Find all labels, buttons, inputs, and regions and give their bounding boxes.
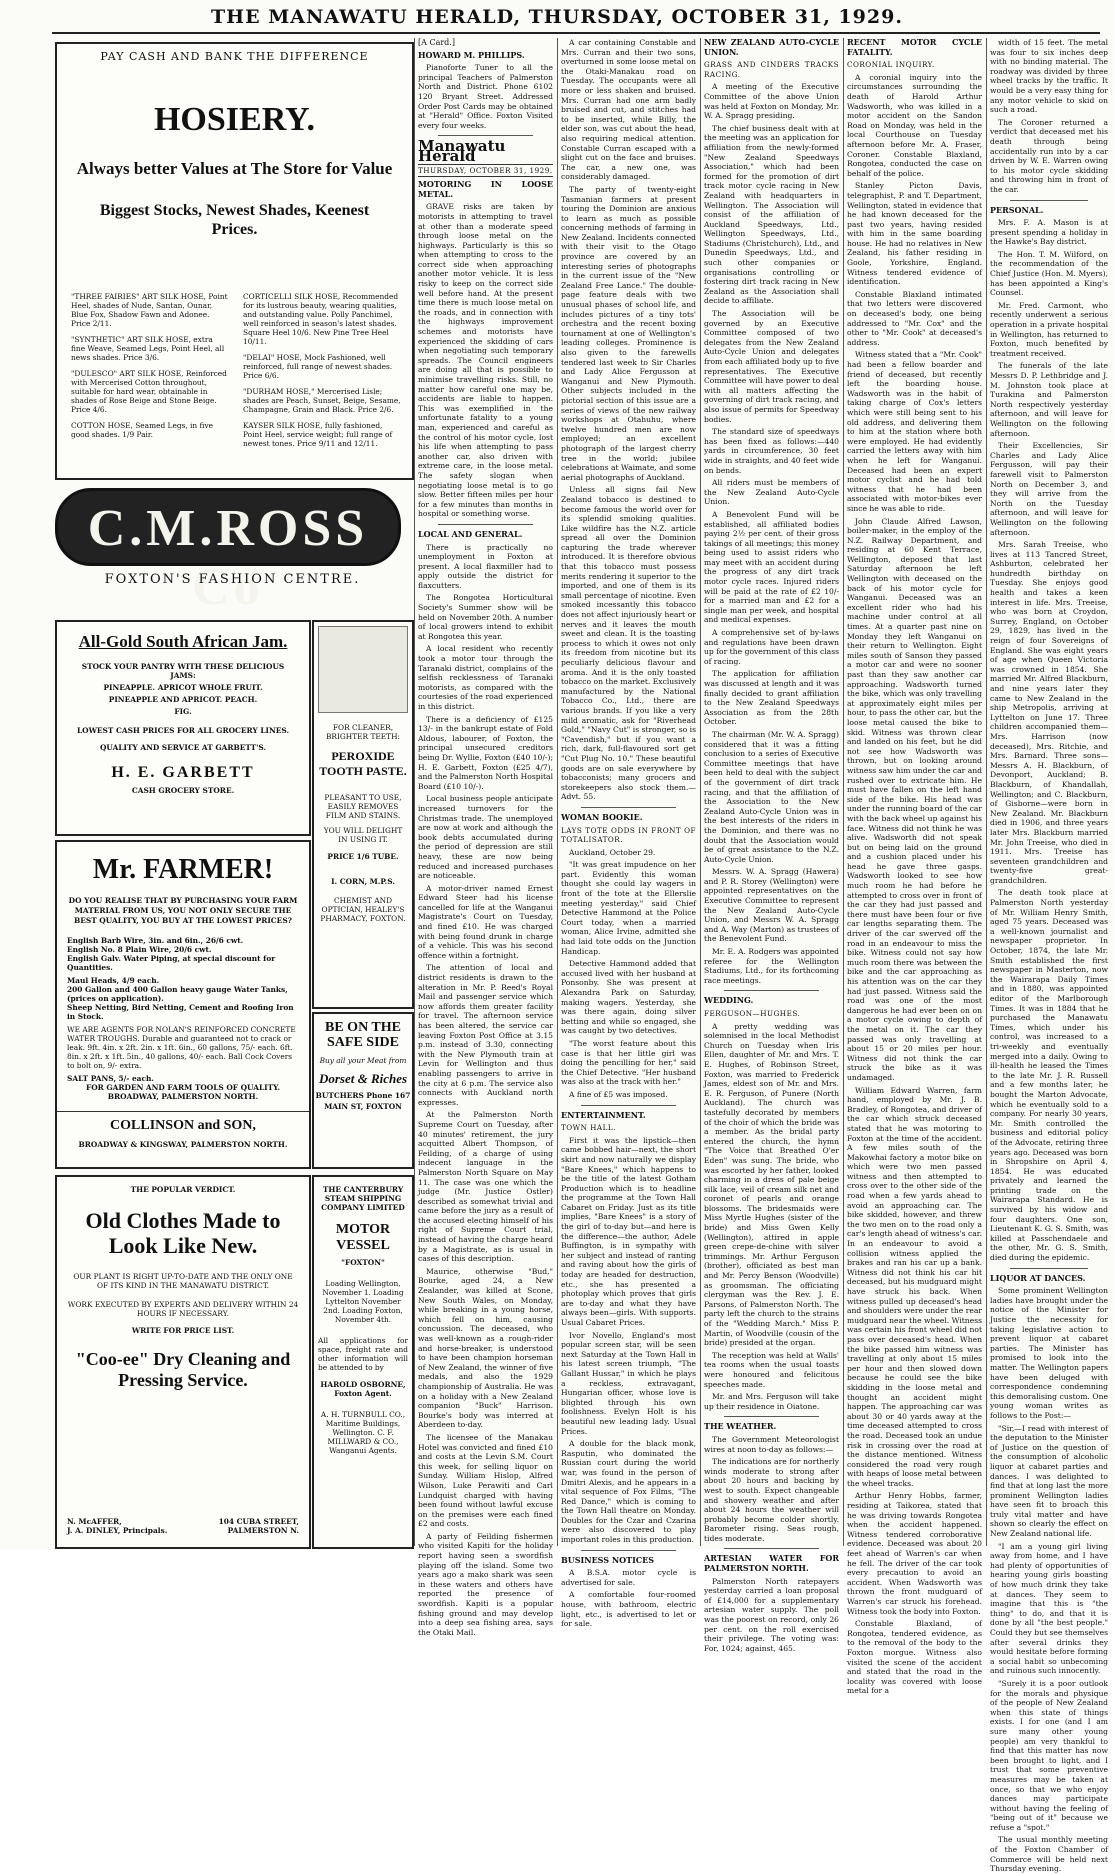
article-paragraph: A motor-driver named Ernest Edward Steer had his license cancelled for life at the Wanganui Magistrate's Court on Tuesday, and fined £10. He was charged with being found drunk in charge of a vehicle. This was his second offence within a fortnight.	[418, 883, 553, 960]
hosiery-ad-sub2: Biggest Stocks, Newest Shades, Keenest Prices.	[99, 202, 370, 238]
article-paragraph: The attention of local and district residents is drawn to the alteration in Mr. P. Reed's Royal Mail and passenger service which now affords them greater facility for travel. The afternoon service has been altered, the service car leaving Foxton Post Office at 3.15 p.m. instead of 3.30, connecting with the New Plymouth train at Levin for Wellington and thus enabling passengers to arrive in the city at 6 p.m. The service also connects with Auckland north expresses.	[418, 963, 553, 1107]
card-name: HOWARD M. PHILLIPS.	[418, 49, 525, 60]
divider	[438, 524, 533, 525]
article-paragraph: A fine of £5 was imposed.	[569, 1089, 668, 1099]
column-rule	[414, 38, 415, 1546]
article-paragraph: Some prominent Wellington ladies have brought under the notice of the Minister for Justice the necessity for taking legislative action to prevent liquor at cabaret parties. The Minister has promised to look into the matter. The Wellington papers have been deluged with correspondence condemning this demoralising custom. One young woman writes as follows to the Post:—	[990, 1286, 1108, 1420]
article-paragraph: The Government Meteorologist wires at noon to-day as follows:—	[704, 1434, 839, 1454]
masthead: THE MANAWATU HERALD, THURSDAY, OCTOBER 31, 1929.	[211, 6, 903, 28]
paper-title: Manawatu Herald	[418, 137, 506, 165]
article-paragraph: Unless all signs fail New Zealand tobacco is destined to become famous the world over for its splendid smoking qualities. Like wildfire has the N.Z. article spread all over the Dominion capturing the trade wherever introduced. It is therefore obvious that this tobacco must possess merits rendering it superior to the imported, and one of them is its small percentage of nicotine. Even smoked incessantly this tobacco does not affect injuriously heart or nerves and it leaves the mouth sweet and clean. It is the toasting process to which it owes not only its freedom from nicotine but its peculiarly delicious flavour and aroma. And it is the only toasted tobacco on the market. Exclusively manufactured by the National Tobacco Co., Ltd., there are various brands. If you like a very mild aromatic, ask for "Riverhead Gold," "Navy Cut" is stronger, so is "Cavendish," but if you want a rich, dark, full-flavoured sort get "Cut Plug No. 10." These beautiful goods are on sale everywhere by tobacconists; many grocers and storekeepers also stock them.—Advt. 55.	[561, 485, 696, 802]
peroxide-line: YOU WILL DELIGHT IN USING IT.	[323, 826, 403, 844]
peroxide-title: PEROXIDE TOOTH PASTE.	[319, 749, 407, 778]
steam-ad-name: "FOXTON"	[341, 1258, 385, 1267]
article-paragraph: The standard size of speedways has been fixed as follows:—440 yards in circumference, 30 feet wide in straights, and 40 feet wide on bends.	[704, 427, 839, 475]
jam-line: QUALITY AND SERVICE AT GARBETT'S.	[99, 743, 267, 752]
article-paragraph: Messrs. W. A. Spragg (Hawera) and P. R. Storey (Wellington) were appointed representatives on the Executive Committee to represent the New Zealand Auto-Cycle Union, and Messrs W. A. Spragg and A. Way (Marton) as trustees of the Benevolent Fund.	[704, 867, 839, 944]
article-paragraph: Ivor Novello, England's most popular screen star, will be seen next Saturday at the Town Hall in his latest screen triumph, "The Gallant Hussar," in which he plays a reckless, extravagant, Hungarian officer, whose love is blighted through his own foolishness. Evelyn Holt is his beautiful new leading lady. Usual Prices.	[561, 1330, 696, 1436]
article-paragraph: Constable Blaxland intimated that two letters were discovered on deceased's body, one being addressed to "Mr. Cox" and the other to "Mr. Cook" at deceased's address.	[847, 289, 982, 347]
jam-line: STOCK YOUR PANTRY WITH THESE DELICIOUS JAMS:	[81, 662, 285, 680]
farmer-item: FOR GARDEN AND FARM TOOLS OF QUALITY. BROADWAY, PALMERSTON NORTH.	[85, 1083, 281, 1101]
article-heading: THE WEATHER.	[704, 1421, 777, 1432]
article-paragraph: The death took place at Palmerston North yesterday of Mr. William Henry Smith, aged 75 years. Deceased was a well-known journalist and newspaper proprietor. In October, 1874, the late Mr. Smith established the first newspaper in Masterton, now the Wairarapa Daily Times and in 1880, was appointed editor of the Marlborough Times. It was in 1884 that he purchased the Manawatu Times, which under his control, was increased to a tri-weekly and eventually merged into a daily. Owing to ill-health he leased the Times to the late Mr. J. R. Russell and a few months later, he bought the Marton Advocate, which he eventually sold to a company. For nearly 30 years, Mr. Smith controlled the business and editorial policy of the Advocate, retiring three years ago. Deceased was born in Shropshire on April 4, 1854. He was educated privately and learned the printing trade on the Wairarapa Standard. He is survived by his widow and four daughters. One son, Lieutenant K. G. S. Smith, was killed at Passchendaele and the other, Mr. G. S. Smith, died during the epidemic.	[990, 888, 1108, 1263]
hosiery-item: "THREE FAIRIES" ART SILK HOSE, Point Heel, shades of Nude, Santan, Ounar, Blue Fox, Shadow Fawn and Adonee. Price 2/11.	[71, 292, 228, 328]
article-heading: ENTERTAINMENT.	[561, 1109, 646, 1120]
peroxide-line: PLEASANT TO USE, EASILY REMOVES FILM AND STAINS.	[324, 793, 402, 820]
article-paragraph: First it was the lipstick—then came bobbed hair—next, the short skirt and now naturally we display "Bare Knees," which happens to be the title of the latest Gotham Production which is to headline the programme at the Town Hall Cabaret on Friday. Just as its title implies, "Bare Knees" is a story of the girl of to-day but—and here is the difference—the author, Adele Buffington, is in sympathy with her subject and instead of ranting and raving about how the girls of today are headed for destruction, etc., she has presented a photoplay which proves that girls are to-day and what they have always been—girls. With supports. Usual Cabaret Prices.	[561, 1135, 696, 1327]
jam-ad-title: All-Gold South African Jam.	[78, 632, 288, 651]
article-heading: WOMAN BOOKIE.	[561, 811, 643, 822]
divider	[581, 1550, 676, 1551]
article-paragraph: Palmerston North ratepayers yesterday carried a loan proposal of £14,000 for a supplementary artesian water supply. The poll was the poorest on record, only 26 per cent. on the roll exercised their privilege. The voting was: For, 1024; against, 465.	[704, 1576, 839, 1653]
article-paragraph: The indications are for northerly winds moderate to strong after about 20 hours and backing by west to south. Expect changeable and showery weather and after about 24 hours the weather will probably become colder shortly. Barometer rising. Seas rough, tides moderate.	[704, 1457, 839, 1543]
card-text: Pianoforte Tuner to all the principal Teachers of Palmerston North and District. Phone 6102 120 Bryant Street. Addressed Order Post Cards may be obtained at "Herald" Office. Foxton Visited every four weeks.	[418, 63, 553, 130]
article-paragraph: Maurice, otherwise "Bud," Bourke, aged 24, a New Zealander, was killed at Scone, New South Wales, on Monday, while breaking in a young horse, which fell on him, causing concussion. The deceased, who was well-known as a rough-rider and horse-breaker, is understood to have been champion horseman of New Zealand, the winner of five medals, and also the 1929 championship of Australia. He was on a holiday with a New Zealand companion "Buck" Harrison. Bourke's body was interred at Aberdeen to-day.	[418, 1266, 553, 1430]
farmer-item: WE ARE AGENTS FOR NOLAN'S REINFORCED CONCRETE WATER TROUGHS. Durable and guaranteed not to crack or leak. 9ft. 4in. x 2ft. 2in. x 1ft. 6in., 60 gallons, 75/- each. 6ft. 8in. x 2ft. x 1ft. 5in., 40 gallons, 40/- each. Ball Cock Covers to bolt on, 9/- extra.	[67, 1025, 296, 1070]
news-column-7	[990, 38, 1108, 1874]
hosiery-item: "DELAI" HOSE, Mock Fashioned, well reinforced, full range of newest shades. Price 6/6.	[243, 353, 393, 380]
article-paragraph: Stanley Picton Davis, telegraphist, P. and T. Department, Wellington, stated in evidence that he had known deceased for the past two years, having resided with him in the same boarding house. He had no relatives in New Zealand, his father residing in Goole, Yorkshire, England. Witness tendered evidence of identification.	[847, 181, 982, 287]
article-paragraph: William Edward Warren, farm hand, employed by Mr. J. B. Bradley, of Rongotea, and driver of the car which struck deceased stated that he was motoring to Foxton at the time of the accident. A few miles south of the Makowhai factory a motor bike on which were two men passed witness and then attempted to cross over to the other side of the road when a few yards ahead to avoid an approaching car. The bike skidded, however, and threw the two men on to the road only a car's length ahead of witness's car. In an endeavour to avoid a collision witness applied the brakes and ran his car up a bank. Witness did not think his car hit deceased, but his mudguard might have struck his back. When witness pulled up deceased's head and shoulders were under the rear mudguard near the wheel. Witness was certain his front wheel did not pass over deceased's head. When the bike passed him witness was travelling at only about 15 miles per hour and then slowed down because he could see the bike skidding in the loose metal and thought an accident might happen. The approaching car was about 30 or 40 yards away at the time deceased attempted to cross the road. Deceased took an undue risk in crossing over the road at the distance mentioned. Witness considered the road very rough with heaps of loose metal between the wheel tracks.	[847, 1085, 982, 1488]
paper-date: THURSDAY, OCTOBER 31, 1929.	[418, 164, 553, 178]
steam-agent: HAROLD OSBORNE, Foxton Agent.	[320, 1380, 406, 1398]
article-paragraph: A pretty wedding was solemnised in the local Methodist Church on Tuesday when Iris Ellen, daughter of Mr. and Mrs. T. E. Hughes, of Robinson Street, Foxton, was married to Frederick James, eldest son of Mr. and Mrs. E. R. Ferguson, of Punere (North Auckland). The church was tastefully decorated by members of the choir of which the bride was a member. As the bridal party entered the church, the hymn "The Voice that Breathed O'er Eden" was sung. The bride, who was escorted by her father, looked charming in a dress of pale beige silk lace, veil of cream silk net and coronet of pearls and orange blossoms. The bridesmaids were Miss Myrtle Hughes (sister of the bride) and Miss Gwen Kelly (Wellington), attired in apple green crepe-de-chine with silver trimmings. Mr. Arthur Ferguson (brother), officiated as best man and Mr. Percy Benson (Woodville) as groomsman. The officiating clergyman was the Rev. J. E. Parsons, of Palmerston North. The party left the church to the strains of the "Wedding March." Miss P. Martin, of Woodville (cousin of the bride) presided at the organ.	[704, 1021, 839, 1348]
clothes-right: 104 CUBA STREET,	[218, 1517, 299, 1526]
peroxide-name: I. CORN, M.P.S.	[331, 877, 395, 886]
farmer-item: SALT PANS, 5/- each.	[67, 1074, 154, 1083]
article-paragraph: A Benevolent Fund will be established, all affiliated bodies paying 2½ per cent. of their gross takings of all meetings; this money being used to assist riders who may meet with an accident during the progress of any dirt track motor cycle races. Injured riders will be paid at the rate of £2 10/- for a married man and £2 for a single man per week, and hospital and medical expenses.	[704, 509, 839, 625]
article-paragraph: The Coroner returned a verdict that deceased met his death through being accidentally run into by a car driven by W. E. Warren owing to his motor cycle skidding and throwing him in front of the car.	[990, 117, 1108, 194]
hosiery-item: CORTICELLI SILK HOSE, Recommended for its lustrous beauty, wearing qualities, and outstanding value. Polly Panchimel, well reinforced in season's latest shades. Square Heel 10/6. New Pine Tree Heel 10/11.	[243, 292, 399, 346]
clothes-principals	[67, 1517, 167, 1535]
article-heading: LIQUOR AT DANCES.	[990, 1272, 1086, 1283]
article-paragraph: The party of twenty-eight Tasmanian farmers at present touring the Dominion are anxious to learn as much as possible concerning methods of farming in New Zealand. Incidents connected with their visit to the Otago province are covered by an interesting series of photographs in the current issue of the "New Zealand Free Lance." The double-page feature deals with two unusual phases of school life, and includes pictures of a tiny tots' orchestra and the recent boxing tournament at one of Wellington's leading colleges. Prominence is also given to the farewells tendered last week to Sir Charles and Lady Alice Fergusson at Wanganui and New Plymouth. Other subjects included in the pictorial section of this issue are a series of views of the new railway workshops at Otahuhu, where twelve hundred men are now employed; an excellent photograph of the largest cherry tree in the world; jubilee celebrations at Waimate, and some aerial photographs of Auckland.	[561, 184, 696, 482]
clothes-line: OUR PLANT IS RIGHT UP-TO-DATE AND THE ONLY ONE OF ITS KIND IN THE MANAWATU DISTRICT.	[73, 1272, 293, 1290]
article-paragraph: GRAVE risks are taken by motorists in attempting to travel at other than a moderate speed through loose metal on the highways. Particularly is this so when attempting to cross to the correct side when approaching another motor vehicle. It is less risky to keep on the correct side well before hand. At the present time there is much loose metal on the roads, and in connection with the highways improvement schemes and motorists have experienced the skidding of cars when negotiating such temporary spreads. The Council engineers are doing all that is possible to minimise travelling risks. Still, no matter how careful one may be, accidents are liable to happen. This was exemplified in the unfortunate fatality to a young man, experienced and careful as the control of his motor cycle, lost his life when attempting to pass another car, also driven with extreme care, in the loose metal. The safety slogan when negotiating loose metal is to go slow. Better fifteen miles per hour for a few minutes than months in hospital or something worse.	[418, 202, 553, 519]
clothes-ad-title2: "Coo-ee" Dry Cleaning and Pressing Service.	[75, 1349, 291, 1390]
article-paragraph: At the Palmerston North Supreme Court on Tuesday, after 40 minutes' retirement, the jury acquitted Albert Thompson, of Feilding, of a charge of using indecent language in the Palmerston North Square on May 11. The case was one which the judge (Mr. Justice Ostler) described as somewhat trivial and came before the jury as a result of the accused electing himself of his right of Supreme Court trial, instead of having the charge heard by a Magistrate, as is usual in cases of this description.	[418, 1110, 553, 1264]
column-rule	[986, 38, 987, 1546]
steam-line: A. H. TURNBULL CO., Maritime Buildings, Wellington. C. F. MILLWARD & CO., Wanganui Agents.	[320, 1410, 406, 1455]
news-column-4	[561, 38, 696, 1629]
article-subheading: LAYS TOTE ODDS IN FRONT OF TOTALISATOR.	[561, 825, 696, 845]
clothes-right: PALMERSTON N.	[227, 1526, 299, 1535]
article-paragraph: Local business people anticipate increased turnovers for the Christmas trade. The unemployed are now at work and although the book debts accumulated during the period of depression are still heavy, these are now being reduced and increased purchases are noticeable.	[418, 794, 553, 881]
divider	[438, 135, 533, 136]
jam-line: PINEAPPLE. APRICOT WHOLE FRUIT.	[103, 683, 263, 692]
article-paragraph: A car containing Constable and Mrs. Curran and their two sons, overturned in some loose metal on the Otaki-Manakau road on Tuesday. The occupants were all more or less shaken and bruised. Mrs. Curran had one arm badly bruised and cut, and stitches had to be inserted, while Billy, the elder son, was cut about the head, also requiring medical attention. Constable Curran escaped with a slight cut on the face and bruises. The car, a new one, was considerably damaged.	[561, 38, 696, 182]
article-paragraph: A comfortable four-roomed house, with bathroom, electric light, etc., is advertised to let or for sale.	[561, 1590, 696, 1629]
farmer-item: 200 Gallon and 400 Gallon heavy gauge Water Tanks, (prices on application).	[67, 985, 288, 1003]
jam-line: LOWEST CASH PRICES FOR ALL GROCERY LINES.	[76, 726, 290, 735]
farmer-item: Sheep Netting, Bird Netting, Cement and Roofing Iron in Stock.	[67, 1003, 294, 1021]
hosiery-ad-right-list	[243, 292, 401, 448]
article-paragraph: A local resident who recently took a motor tour through the Taranaki district, complains of the selfish recklessness of Taranaki motorists, as compared with the courtesies of the road experienced in this district.	[418, 644, 553, 711]
meat-ad	[312, 1012, 414, 1169]
article-paragraph: There is practically no unemployment in Foxton at present. A local flaxmiller had to apply outside the district for flaxcutters.	[418, 542, 553, 590]
news-column-6	[847, 37, 982, 1696]
article-paragraph: The application for affiliation was discussed at length and it was finally decided to grant affiliation to the New Zealand Speedways Association as from the 28th October.	[704, 669, 839, 727]
article-paragraph: A B.S.A. motor cycle is advertised for sale.	[561, 1568, 696, 1587]
hosiery-ad	[55, 42, 414, 480]
meat-line: Buy all your Meat from	[319, 1056, 407, 1065]
divider	[581, 1105, 676, 1106]
clothes-ad-title: Old Clothes Made to Look Like New.	[85, 1208, 281, 1258]
ross-logo-text: C.M.ROSS Co	[87, 500, 369, 616]
article-paragraph: Witness stated that a "Mr. Cook" had been a fellow boarder and friend of deceased, but recently left the boarding house. Wadsworth was in the habit of taking charge of Cox's letters which were still being sent to his old address, and delivering them to him at the station where both were employed. He had evidently carried the letters away with him when he left for Wanganui. Deceased had been an expert motor cyclist and he had told witness that he had been associated with motor-bikes ever since he was able to ride.	[847, 350, 982, 513]
farmer-ad-list	[67, 936, 299, 1101]
divider	[1010, 200, 1088, 201]
article-paragraph: The Association will be governed by an Executive Committee composed of two delegates from the New Zealand Auto-Cycle Union and delegates from each affiliated body up to five representatives. The Executive Committee will have power to deal with all matters affecting the governing of dirt track racing, and also issue of permits for Speedway bodies.	[704, 309, 839, 424]
meat-ad-name: Dorset & Riches	[318, 1071, 408, 1086]
article-paragraph: The chief business dealt with at the meeting was an application for affiliation from the newly-formed "New Zealand Speedways Association," which had been formed for the promotion of dirt track motor cycle racing in New Zealand with headquarters in Wellington. The Association will consist of the affiliation of Auckland Speedways, Ltd., Wellington Speedways, Ltd., Stadiums (Christchurch), Ltd., and Dunedin Speedways, Ltd., and such other companies or organisations controlling or fostering dirt track racing in New Zealand as the Association shall decide to affiliate.	[704, 123, 839, 306]
article-paragraph: "I am a young girl living away from home, and I have had plenty of opportunities of hearing young girls boasting of how much drink they take at dances. They seem to imagine that this is "the thing" to do, and that it is done by all "the best people." Could they but see themselves after several drinks they would hesitate before forming a social habit so unbecoming and ruinous such innocently.	[990, 1541, 1108, 1676]
article-heading: LOCAL AND GENERAL.	[418, 528, 523, 539]
article-paragraph: A comprehensive set of by-laws and regulations have been drawn up for the government of this class of racing.	[704, 628, 839, 666]
article-heading: NEW ZEALAND AUTO-CYCLE UNION.	[704, 37, 839, 57]
farmer-ad-name: COLLINSON and SON,	[57, 1111, 309, 1134]
clothes-left: N. McAFFER,	[67, 1517, 122, 1526]
news-column-3	[418, 38, 554, 1637]
article-subheading: FERGUSON—HUGHES.	[704, 1009, 801, 1018]
news-column-5	[704, 37, 839, 1653]
farmer-item: English Barb Wire, 3in. and 6in., 26/6 cwt.	[67, 936, 244, 945]
jam-ad-name: H. E. GARBETT	[111, 764, 255, 781]
ross-tagline: FOXTON'S FASHION CENTRE.	[104, 572, 361, 587]
article-paragraph: The reception was held at Walls' tea rooms when the usual toasts were honoured and felicitous speeches made.	[704, 1350, 839, 1389]
article-heading: RECENT MOTOR CYCLE FATALITY.	[847, 37, 982, 57]
hosiery-ad-sub1: Always better Values at The Store for Value	[76, 159, 393, 178]
article-paragraph: Constable Blaxland, of Rongotea, tendered evidence, as to the removal of the body to the Foxton morgue. Witness also visited the scene of the accident and stated that the road in the locality was covered with loose metal for a	[847, 1619, 982, 1696]
divider	[1010, 1268, 1088, 1269]
hosiery-item: "DULESCO" ART SILK HOSE, Reinforced with Mercerised Cotton throughout, suitable for hard wear, obtainable in shades of Rose Beige and Stone Beige. Price 4/6.	[71, 369, 227, 414]
meat-ad-title: BE ON THE SAFE SIDE	[325, 1020, 401, 1050]
article-paragraph: Detective Hammond added that accused lived with her husband at Ponsonby. She was present at Alexandra Park on Saturday, making wagers. Yesterday, she was there again, doing silver betting and while so engaged, she was caught by two detectives.	[561, 959, 696, 1036]
hosiery-item: KAYSER SILK HOSE, fully fashioned, Point Heel, service weight; full range of newest tones. Price 9/11 and 12/11.	[243, 421, 393, 448]
farmer-ad-title: Mr. FARMER!	[92, 854, 274, 885]
hosiery-ad-title: HOSIERY.	[153, 101, 315, 138]
article-paragraph: A coronial inquiry into the circumstances surrounding the death of Harold Arthur Wadsworth, who was killed in a motor accident on the Sandon Road on Monday, was held in the local Courthouse on Tuesday afternoon before Mr. A. Fraser, Coroner. Constable Blaxland, Rongotea, conducted the case on behalf of the police.	[847, 72, 982, 178]
peroxide-ad	[312, 620, 414, 1009]
article-heading: PERSONAL.	[990, 204, 1044, 215]
steam-line: THE CANTERBURY STEAM SHIPPING COMPANY LIMITED	[321, 1185, 405, 1212]
farmer-item: Maul Heads, 4/9 each.	[67, 976, 160, 985]
article-heading: BUSINESS NOTICES	[561, 1554, 655, 1565]
article-paragraph: Mrs. F. A. Mason is at present spending a holiday in the Hawke's Bay district.	[990, 218, 1108, 247]
jam-ad-store: CASH GROCERY STORE.	[131, 786, 235, 795]
article-paragraph: The usual monthly meeting of the Foxton Chamber of Commerce will be held next Thursday evening.	[990, 1835, 1108, 1874]
clothes-line: WRITE FOR PRICE LIST.	[131, 1326, 235, 1335]
article-paragraph: The licensee of the Manakau Hotel was convicted and fined £10 and costs at the Levin S.M. Court this week, for selling liquor on Sunday. William Hislop, Alfred Wilson, Luke Perawiti and Carl Lundquist charged with having been found without lawful excuse on the premises were each fined £2 and costs.	[418, 1432, 553, 1529]
peroxide-line: FOR CLEANER, BRIGHTER TEETH:	[325, 723, 401, 741]
peroxide-price: PRICE 1/6 TUBE.	[327, 852, 399, 861]
column-rule	[557, 38, 558, 1546]
article-paragraph: A double for the black monk, Rasputin, who dominated the Russian court during the world war, was found in the person of Dmitri Alexis, and he appears in a vital sequence of Fox Films, "The Red Dance," which is coming to the Town Hall theatre on Monday. Doubles for the Czar and Czarina were also discovered to play important roles in this production.	[561, 1439, 696, 1545]
clothes-line: WORK EXECUTED BY EXPERTS AND DELIVERY WITHIN 24 HOURS IF NECESSARY.	[67, 1300, 299, 1318]
clothes-line: THE POPULAR VERDICT.	[130, 1185, 236, 1194]
article-paragraph: width of 15 feet. The metal was four to six inches deep with no binding material. The roadway was divided by three wheel tracks by the traffic. It would be a very easy thing for any motor vehicle to skid on such a road.	[990, 38, 1108, 115]
peroxide-line: CHEMIST AND OPTICIAN, HEALEY'S PHARMACY, FOXTON.	[320, 896, 406, 923]
card-label: [A Card.]	[418, 38, 455, 47]
article-paragraph: Auckland, October 29.	[569, 847, 656, 857]
divider	[724, 990, 819, 991]
article-paragraph: Arthur Henry Hobbs, farmer, residing at Taikorea, stated that he was driving towards Rongotea when the accident happened. Witness tendered corroborative evidence. Deceased was about 20 feet ahead of Warren's car when he fell. The driver of the car took every precaution to avoid an accident. When Wadsworth was thrown the front mudguard of Warren's car struck his forehead. Witness took the body into Foxton.	[847, 1491, 982, 1616]
article-paragraph: Their Excellencies, Sir Charles and Lady Alice Fergusson, will pay their farewell visit to Palmerston North on December 3, and they will arrive from the North on the Tuesday afternoon, and will leave for Wellington on the following afternoon.	[990, 441, 1108, 537]
article-subheading: CORONIAL INQUIRY.	[847, 60, 935, 70]
steam-ad-title: MOTOR VESSEL	[335, 1222, 391, 1253]
clothes-address	[219, 1517, 299, 1535]
article-paragraph: Mr. and Mrs. Ferguson will take up their residence in Oiatone.	[704, 1392, 839, 1411]
hosiery-ad-left-list	[71, 292, 229, 439]
column-rule	[843, 38, 844, 1546]
jam-ad	[55, 620, 311, 836]
hosiery-ad-top: PAY CASH AND BANK THE DIFFERENCE	[100, 50, 369, 63]
article-heading: MOTORING IN LOOSE METAL.	[418, 179, 553, 199]
clothes-ad	[55, 1175, 311, 1549]
article-paragraph: A party of Feilding fishermen who visited Kapiti for the holiday report having seen a swordfish playing off the island. Some two years ago a mako shark was seen in these waters and others have reported the presence of swordfish. Kapiti is a popular fishing ground and may develop into a deep sea fishing area, says the Otaki Mail.	[418, 1531, 553, 1637]
article-subheading: GRASS AND CINDERS TRACKS RACING.	[704, 60, 839, 79]
child-illustration	[318, 626, 408, 713]
article-paragraph: The Hon. T. M. Wilford, on the recommendation of the Chief Justice (Hon. M. Myers), has been appointed a King's Counsel.	[990, 249, 1108, 298]
divider	[581, 807, 676, 808]
article-paragraph: The funerals of the late Messrs D. P. Lethbridge and J. M. Johnston took place at Turakina and Palmerston North respectively yesterday afternoon, and will leave for Wellington on the following afternoon.	[990, 361, 1108, 438]
article-subheading: TOWN HALL.	[561, 1123, 616, 1133]
hosiery-item: COTTON HOSE, Seamed Legs, in five good shades. 1/9 Pair.	[71, 421, 214, 439]
article-paragraph: "It was great impudence on her part. Evidently this woman thought she could lay wagers in front of the tote at the Ellerslie meeting yesterday," said Chief Detective Hammond at the Police Court today, when a married woman, Alice Irvine, admitted she had laid tote odds on the Junction Handicap.	[561, 860, 696, 956]
divider	[724, 1416, 819, 1417]
farmer-ad-intro: DO YOU REALISE THAT BY PURCHASING YOUR FARM MATERIAL FROM US, YOU NOT ONLY SECURE THE BEST QUALITY, YOU BUY AT THE LOWEST PRICES?	[68, 896, 298, 925]
article-heading: WEDDING.	[704, 995, 754, 1006]
hosiery-item: "SYNTHETIC" ART SILK HOSE, extra fine Weave, Seamed Legs, Point Heel, all news shades. Price 3/6.	[71, 335, 225, 362]
jam-line: PINEAPPLE AND APRICOT. PEACH.	[108, 695, 258, 704]
clothes-left: J. A. DINLEY, Principals.	[67, 1526, 168, 1535]
article-paragraph: A meeting of the Executive Committee of the above Union was held at Foxton on Monday, Mr. W. A. Spragg presiding.	[704, 82, 839, 121]
farmer-ad-address: BROADWAY & KINGSWAY, PALMERSTON NORTH.	[78, 1140, 288, 1149]
article-paragraph: All riders must be members of the New Zealand Auto-Cycle Union.	[704, 478, 839, 507]
farmer-item: English No. 8 Plain Wire, 20/6 cwt.	[67, 945, 212, 954]
hosiery-item: "DURHAM HOSE," Mercerised Lisle; shades are Peach, Sunset, Beige, Sesame, Champagne, Grain and Black. Price 2/6.	[243, 387, 401, 414]
article-paragraph: Mr. E. A. Rodgers was appointed referee for the Wellington Stadiums, Ltd., for its forthcoming race meetings.	[704, 947, 839, 985]
farmer-item: English Galv. Water Piping, at special discount for Quantities.	[67, 954, 276, 972]
article-paragraph: "The worst feature about this case is that her little girl was doing the pencilling for her," said the Chief Detective. "Her husband was also at the track with her."	[561, 1038, 696, 1087]
article-paragraph: John Claude Alfred Lawson, boiler-maker, in the employ of the N.Z. Railway Department, and residing at 60 Kent Terrace, Wellington, deposed that last Saturday afternoon he left Wellington with deceased on the back of his motor cycle for Wanganui. Deceased was an excellent rider who had his machine under control at all times. At a quarter past nine on Monday they left Wanganui on their return to Wellington. Eight miles south of Sanson they passed a motor car and were no sooner past than they saw another car approaching. Wadsworth turned the bike, which was only travelling at approximately eight miles per hour, to pass the other car, but the loose metal caused the bike to skid. Witness was thrown clear and landed on his feet, but he did not see how Wadsworth was thrown, but on looking around witness saw him under the car and rushed over to extricate him. He must have fallen on the left hand side of the bike. His head was under the running board of the car with the back wheel up against his face. Witness did not think he was alive. Wadsworth did not speak but on being laid on the ground and a cushion placed under his head he gave three gasps. Wadsworth looked to see how much room he had before he attempted to cross over in front of the car they had just passed and there must have been four or five car lengths separating them. The driver of the car swerved off the road in an endeavour to miss the bike. Witness could not say how much room there was between the bike and the car approaching as his attention was on the car they had just passed. Witness said the road was one of the most dangerous he had ever been on on a motor cycle owing to depth of the metal on it. The car they passed was only travelling at about 15 or 20 miles per hour. Witness did not think the car struck the bike as it was undamaged.	[847, 516, 982, 1082]
article-paragraph: "Sir,—I read with interest of the deputation to the Minister of Justice on the question of the consumption of alcoholic liquor at cabaret parties and dances. I was delighted to find that at long last the more prominent Wellington ladies have seen fit to broach this truly vital matter and have shown so clearly the effect on New Zealand national life.	[990, 1423, 1108, 1539]
article-paragraph: The chairman (Mr. W. A. Spragg) considered that it was a fitting conclusion to a series of Executive Committee meetings that have been held to deal with the subject of the government of dirt track racing, and that the affiliation of the Association to the New Zealand Auto-Cycle Union was in the best interests of the riders in the Dominion, and there was no doubt that the Association would be of great assistance to the N.Z. Auto-Cycle Union.	[704, 729, 839, 864]
steam-ad	[312, 1175, 414, 1549]
column-rule	[700, 38, 701, 1546]
meat-line: BUTCHERS Phone 167	[315, 1091, 411, 1100]
masthead-rule	[52, 32, 1100, 34]
article-paragraph: There is a deficiency of £125 13/- in the bankrupt estate of Fold Aldous, labourer, of Foxton, the principal unsecured creditors being Dr. Wyllie, Foxton (£40 10/-); H. E. Garbett, Foxton (£25 4/7), and the Palmerston North Hospital Board (£10 10/-).	[418, 714, 554, 791]
meat-line: MAIN ST, FOXTON	[324, 1102, 402, 1111]
steam-line: Loading Wellington, November 1. Loading Lyttelton November 2nd. Loading Foxton, November 4th.	[322, 1279, 404, 1324]
jam-line: FIG.	[174, 707, 192, 716]
article-paragraph: "Surely it is a poor outlook for the morals and physique of the people of New Zealand when this state of things exists. I for one (and I am sure many other young people) am very thankful to find that this matter has now been brought to light, and I trust that some preventive measures may be taken at once, so that we who enjoy dances may participate without having the feeling of "being out of it" because we refuse a "spot."	[990, 1678, 1108, 1832]
article-paragraph: Mrs. Sarah Treeise, who lives at 113 Tancred Street, Ashburton, celebrated her hundredth birthday on Tuesday. She enjoys good health and takes a keen interest in life. Mrs. Treeise, who was born at Croydon, Surrey, England, on October 29, 1829, has lived in the reign of four Sovereigns of England. She was eight years of age when Queen Victoria was crowned in 1854. She married Mr. Alfred Blackburn, and nine years later they came to New Zealand in the ship Metropolis, arriving at Lyttelton on June 17. Three children accompanied them—Mrs. Harrison (now deceased), Mrs. Ritchie, and Mrs. Barnard. Three sons—Messrs A. H. Blackburn, of Devonport, Auckland; B. Blackburn, of Khandallah, Wellington; and C. Blackburn, of Gisborne—were born in New Zealand. Mr. Blackburn died in 1906, and three years later Mrs. Blackburn married Mr. John Treeise, who died in 1911. Mrs. Treeise has seventeen grandchildren and twenty-five great-grandchildren.	[990, 540, 1108, 885]
divider	[724, 1548, 819, 1549]
article-paragraph: Mr. Fred. Carmont, who recently underwent a serious operation in a private hospital in Wellington, has returned to Foxton, much benefited by treatment received.	[990, 300, 1108, 358]
farmer-ad	[55, 840, 311, 1169]
article-paragraph: The Rongotea Horticultural Society's Summer show will be held on November 20th. A number of local growers intend to exhibit at Rongotea this year.	[418, 593, 553, 641]
article-heading: ARTESIAN WATER FOR PALMERSTON NORTH.	[704, 1553, 839, 1574]
steam-line: All applications for space, freight rate and other information will be attended to by	[318, 1336, 408, 1372]
